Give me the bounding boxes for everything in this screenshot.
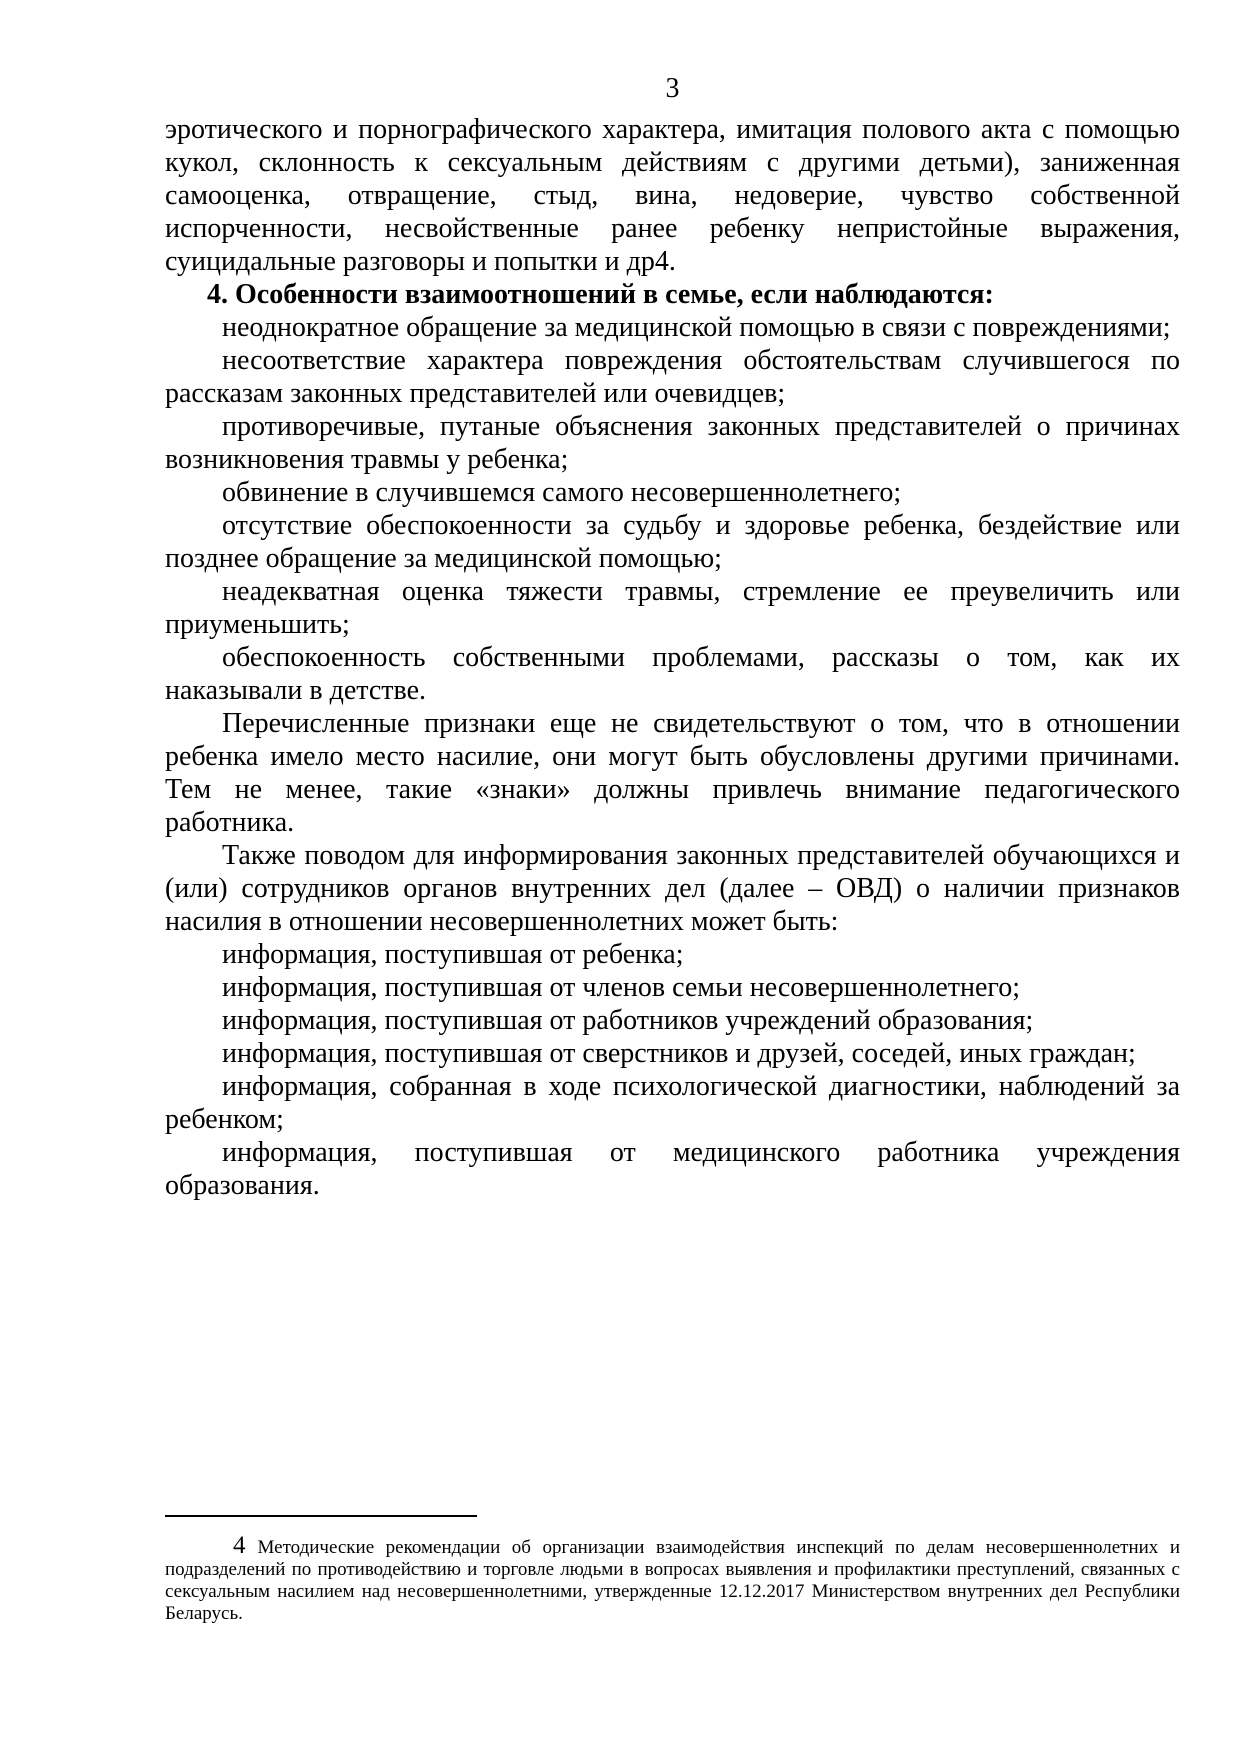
paragraph: Также поводом для информирования законных представителей обучающихся и (или) сотрудников органов внутренних дел (далее – ОВД) о наличии признаков насилия в отношении несовершеннолетних может быть:	[165, 840, 1180, 937]
paragraph: отсутствие обеспокоенности за судьбу и здоровье ребенка, бездействие или позднее обращение за медицинской помощью;	[165, 510, 1180, 574]
paragraph: обеспокоенность собственными проблемами, рассказы о том, как их наказывали в детстве.	[165, 642, 1180, 706]
paragraph: информация, поступившая от медицинского работника учреждения образования.	[165, 1137, 1180, 1201]
footnote	[165, 1532, 1180, 1625]
paragraph: обвинение в случившемся самого несовершеннолетнего;	[222, 477, 902, 508]
paragraph: эротического и порнографического характера, имитация полового акта с помощью кукол, склонность к сексуальным действиям с другими детьми), заниженная самооценка, отвращение, стыд, вина, недоверие, чувство собственной испорченности, несвойственные ранее ребенку непристойные выражения, суицидальные разговоры и попытки и др4.	[165, 114, 1180, 277]
paragraph: противоречивые, путаные объяснения законных представителей о причинах возникновения травмы у ребенка;	[165, 411, 1180, 475]
paragraph: информация, поступившая от работников учреждений образования;	[222, 1005, 1034, 1036]
paragraph: информация, собранная в ходе психологической диагностики, наблюдений за ребенком;	[165, 1071, 1180, 1135]
paragraph: неадекватная оценка тяжести травмы, стремление ее преувеличить или приуменьшить;	[165, 576, 1180, 640]
document-body	[165, 113, 1180, 1202]
footnote-area	[165, 1515, 1180, 1625]
footnote-separator	[165, 1515, 477, 1517]
paragraph: неоднократное обращение за медицинской помощью в связи с повреждениями;	[222, 312, 1171, 343]
paragraph: информация, поступившая от ребенка;	[222, 939, 684, 970]
paragraph: несоответствие характера повреждения обстоятельствам случившегося по рассказам законных представителей или очевидцев;	[165, 345, 1180, 409]
section-heading: 4. Особенности взаимоотношений в семье, если наблюдаются:	[207, 279, 994, 310]
footnote-body-text: Методические рекомендации об организации взаимодействия инспекций по делам несовершеннолетних и подразделений по противодействию и торговле людьми в вопросах выявления и профилактики преступлений, связанных с сексуальным насилием над несовершеннолетними, утвержденные 12.12.2017 Министерством внутренних дел Республики Беларусь.	[165, 1537, 1180, 1624]
paragraph: информация, поступившая от членов семьи несовершеннолетнего;	[222, 972, 1020, 1003]
paragraph: информация, поступившая от сверстников и друзей, соседей, иных граждан;	[222, 1038, 1136, 1069]
footnote-marker: 4	[233, 1532, 246, 1559]
paragraph: Перечисленные признаки еще не свидетельствуют о том, что в отношении ребенка имело место насилие, они могут быть обусловлены другими причинами. Тем не менее, такие «знаки» должны привлечь внимание педагогического работника.	[165, 708, 1180, 838]
page-number: 3	[665, 73, 680, 104]
